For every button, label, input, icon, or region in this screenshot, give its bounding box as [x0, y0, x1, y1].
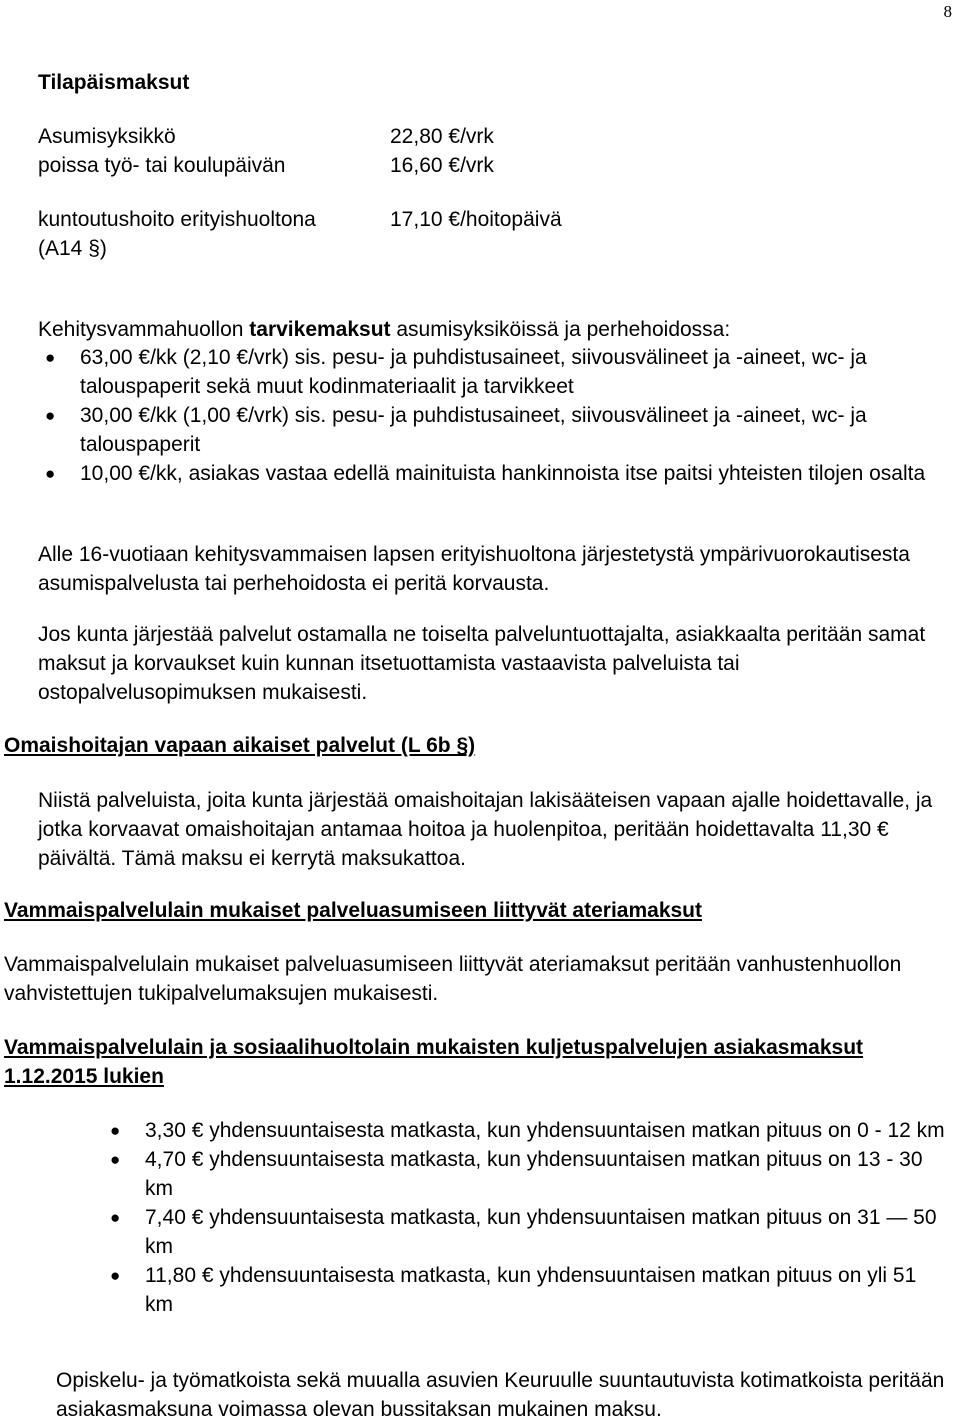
bullet-icon: ● — [110, 1208, 121, 1227]
heading-transport: Vammaispalvelulain ja sosiaalihuoltolain mukaisten kuljetuspalvelujen asiakasmaksut 1.12.2015 lukien — [4, 1036, 864, 1088]
fee-value: 16,60 €/vrk — [390, 154, 494, 177]
heading-meals: Vammaispalvelulain mukaiset palveluasumiseen liittyvät ateriamaksut — [4, 899, 702, 922]
list-item: ● 10,00 €/kk, asiakas vastaa edellä mainituista hankinnoista itse paitsi yhteisten tilojen osalta — [80, 459, 945, 488]
supply-fees-intro-bold: tarvikemaksut — [249, 318, 391, 341]
fee-value: 22,80 €/vrk — [390, 125, 494, 148]
list-item: ● 4,70 € yhdensuuntaisesta matkasta, kun yhdensuuntaisen matkan pituus on 13 - 30 km — [145, 1145, 950, 1203]
bullet-icon: ● — [45, 348, 56, 367]
list-item: ● 63,00 €/kk (2,10 €/vrk) sis. pesu- ja puhdistusaineet, siivousvälineet ja -aineet, wc- ja talouspaperit sekä muut kodinmateriaalit ja tarvikkeet — [80, 343, 945, 401]
bullet-icon: ● — [45, 464, 56, 483]
bullet-icon: ● — [110, 1150, 121, 1169]
paragraph-transport-closing: Opiskelu- ja työmatkoista sekä muualla asuvien Keuruulle suuntautuvista kotimatkoista peritään asiakasmaksuna voimassa olevan bussitaksan mukainen maksu. — [56, 1369, 945, 1421]
supply-fees-intro — [38, 315, 730, 344]
list-item: ● 7,40 € yhdensuuntaisesta matkasta, kun yhdensuuntaisen matkan pituus on 31 — 50 km — [145, 1203, 950, 1261]
list-item: ● 3,30 € yhdensuuntaisesta matkasta, kun yhdensuuntaisen matkan pituus on 0 - 12 km — [145, 1116, 950, 1145]
page-number: 8 — [943, 2, 952, 21]
fee-value: 17,10 €/hoitopäivä — [390, 208, 562, 231]
section-title-temporary-fees: Tilapäismaksut — [38, 71, 190, 94]
list-item: ● 11,80 € yhdensuuntaisesta matkasta, kun yhdensuuntaisen matkan pituus on yli 51 km — [145, 1261, 950, 1319]
supply-fees-intro-post: asumisyksiköissä ja perhehoidossa: — [390, 318, 731, 341]
paragraph-meals: Vammaispalvelulain mukaiset palveluasumiseen liittyvät ateriamaksut peritään vanhustenhuollon vahvistettujen tukipalvelumaksujen mukaisesti. — [4, 953, 902, 1005]
list-item: ● 30,00 €/kk (1,00 €/vrk) sis. pesu- ja puhdistusaineet, siivousvälineet ja -aineet, wc- ja talouspaperit — [80, 401, 945, 459]
heading-caregiver: Omaishoitajan vapaan aikaiset palvelut (L 6b §) — [4, 734, 476, 757]
paragraph-caregiver: Niistä palveluista, joita kunta järjestää omaishoitajan lakisääteisen vapaan ajalle hoidettavalle, ja jotka korvaavat omaishoitajan antamaa hoitoa ja huolenpitoa, peritään hoidettavalta 11,30 € päivältä. Tämä maksu ei kerrytä maksukattoa. — [38, 789, 933, 870]
fee-label: kuntoutushoito erityishuoltona — [38, 208, 316, 231]
paragraph-purchase: Jos kunta järjestää palvelut ostamalla ne toiselta palveluntuottajalta, asiakkaalta peritään samat maksut ja korvaukset kuin kunnan itsetuottamista vastaavista palveluista tai ostopalvelusopimuksen mukaisesti. — [38, 623, 926, 704]
fee-label: (A14 §) — [38, 237, 107, 260]
transport-fees-list — [110, 1116, 950, 1319]
paragraph-under16: Alle 16-vuotiaan kehitysvammaisen lapsen erityishuoltona järjestetystä ympärivuorokautisesta asumispalvelusta tai perhehoidosta ei peritä korvausta. — [38, 543, 910, 595]
supply-fees-list — [45, 343, 945, 488]
bullet-icon: ● — [110, 1121, 121, 1140]
fee-label: poissa työ- tai koulupäivän — [38, 154, 286, 177]
fee-label: Asumisyksikkö — [38, 125, 176, 148]
bullet-icon: ● — [110, 1266, 121, 1285]
supply-fees-intro-pre: Kehitysvammahuollon — [38, 318, 250, 341]
bullet-icon: ● — [45, 406, 56, 425]
